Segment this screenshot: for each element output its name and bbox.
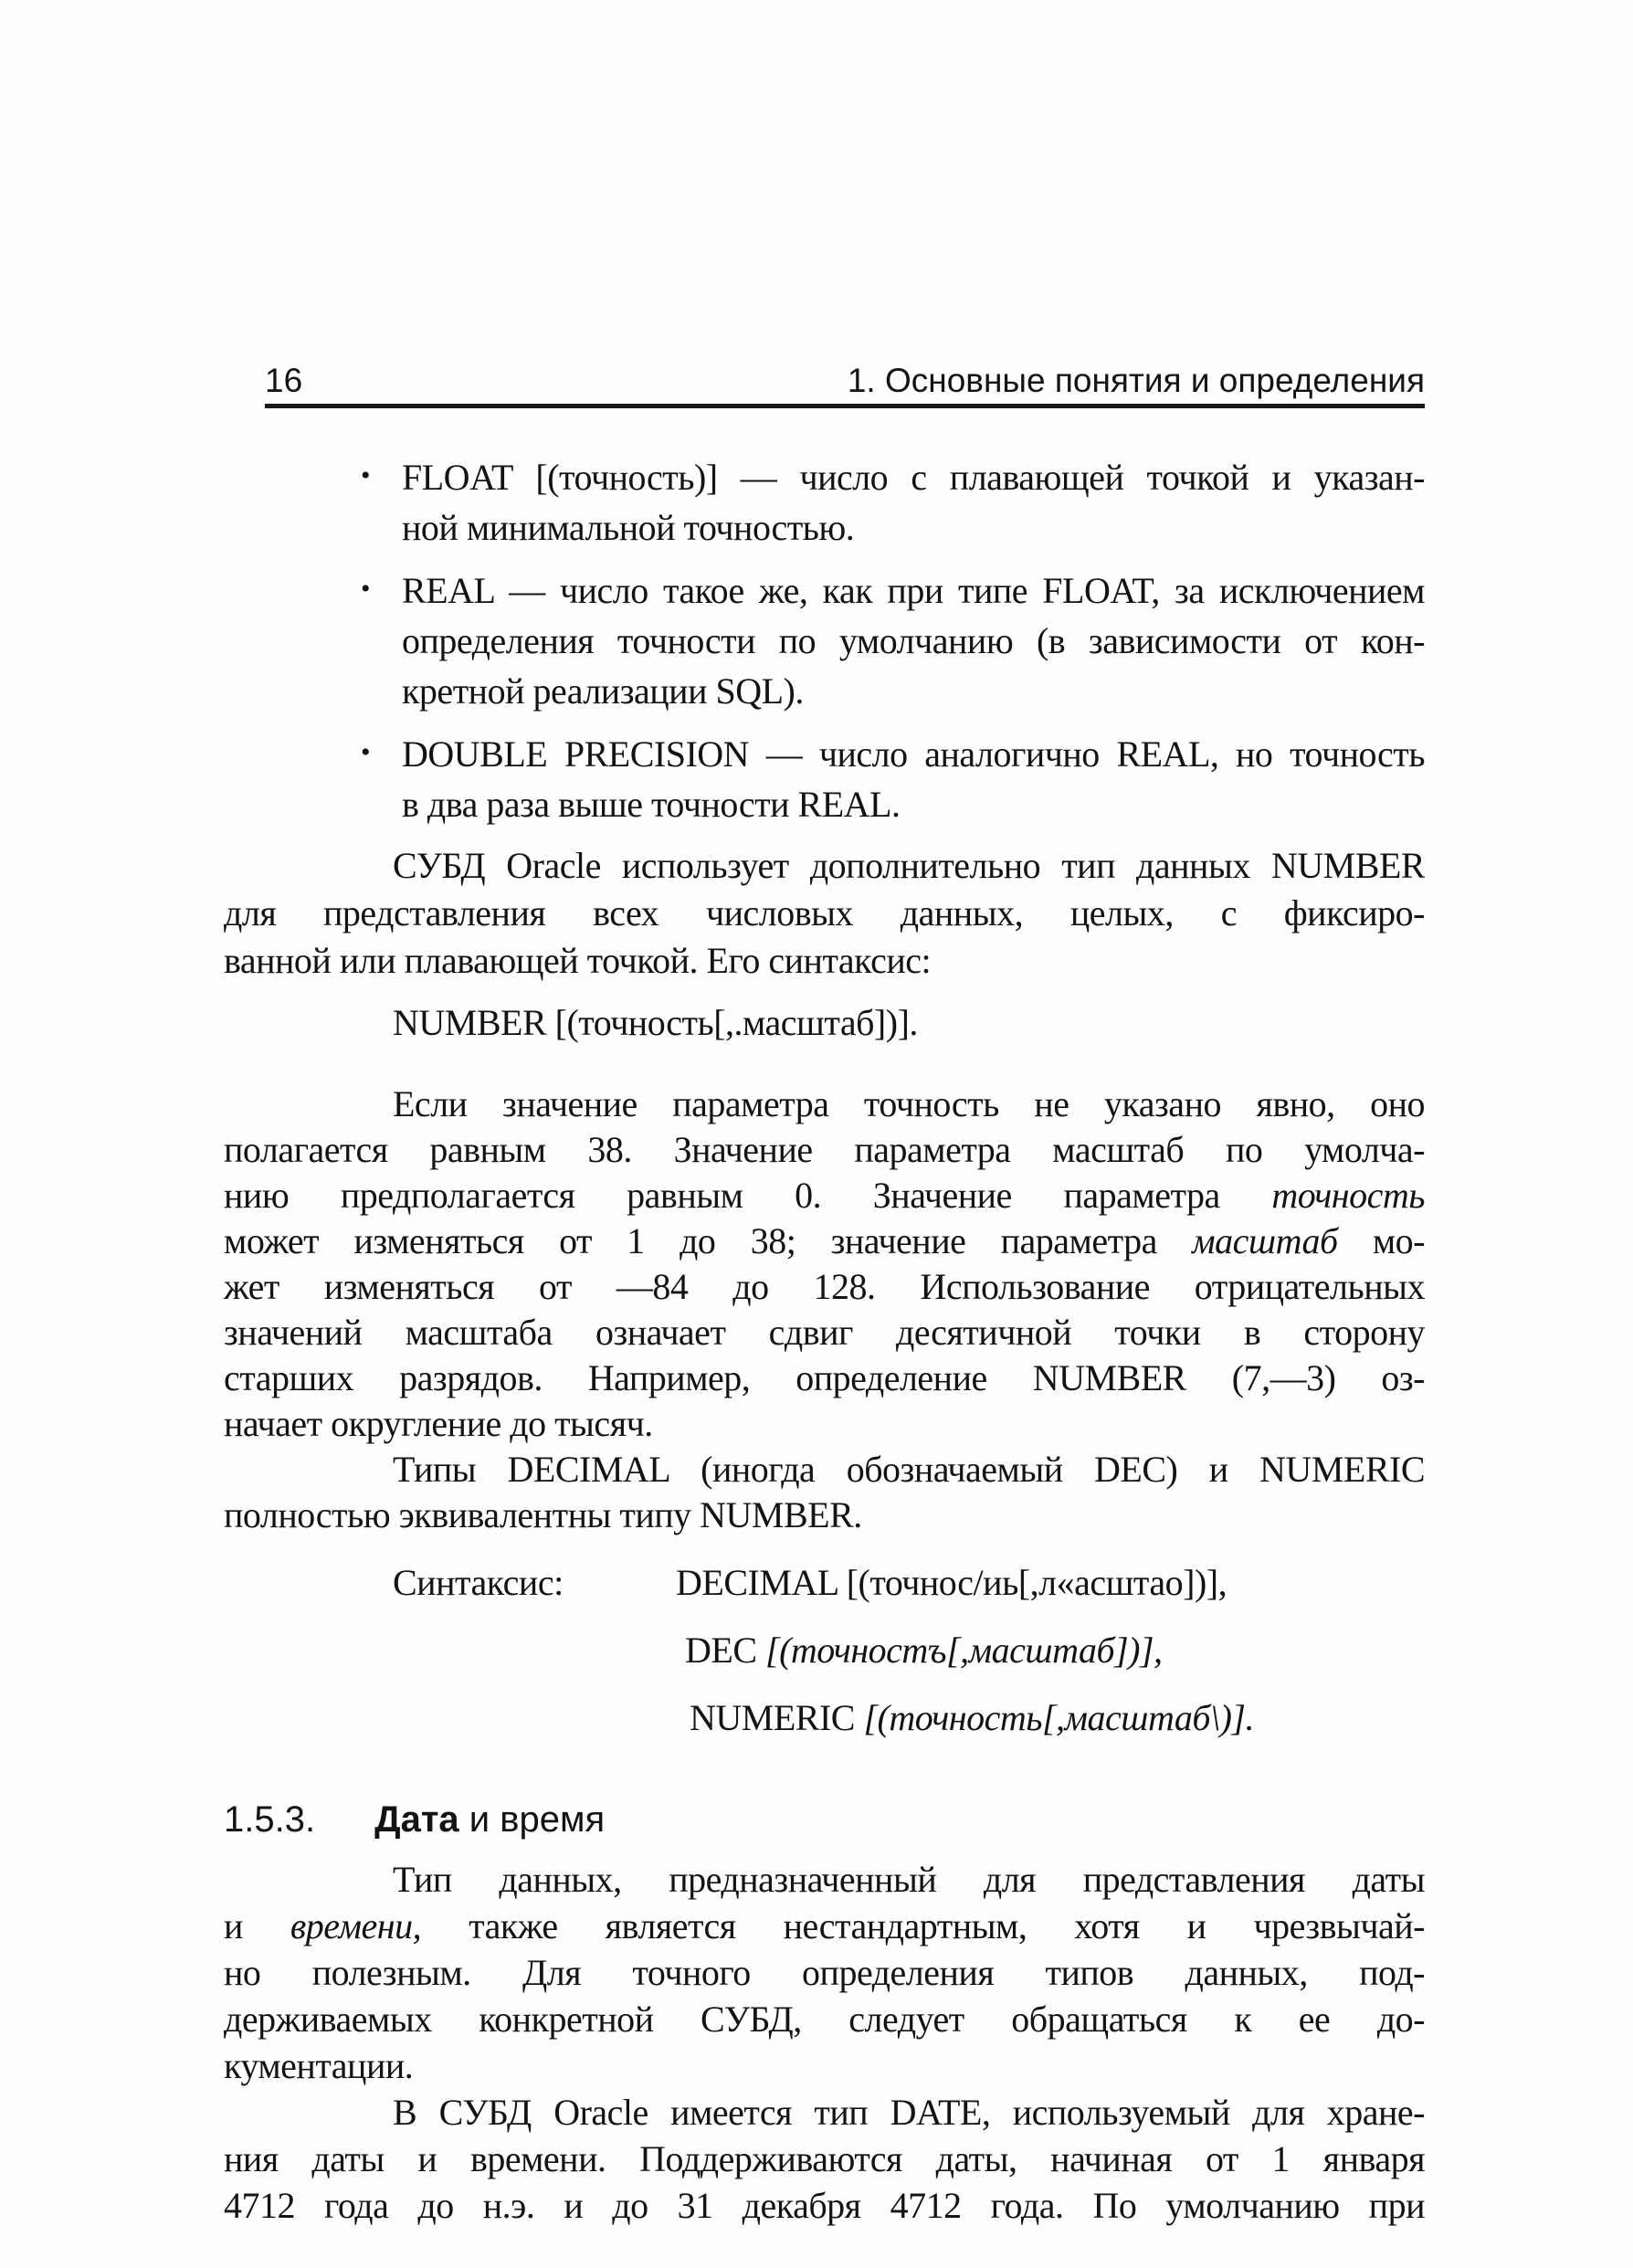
text-line: старших разрядов. Например, определение NUMBER (7,—3) оз- [224, 1357, 1425, 1398]
text-line: определения точности по умолчанию (в зависимости от кон- [402, 620, 1425, 661]
body-paragraph [224, 1447, 1425, 1538]
section-title-bold: Дата [374, 1799, 459, 1840]
text-line: Если значение параметра точность не указано явно, оно [393, 1083, 1425, 1124]
body-paragraph [224, 1081, 1425, 1447]
syntax-label: Синтаксис: [393, 1562, 564, 1603]
text-line: полагается равным 38. Значение параметра масштаб по умолча- [224, 1129, 1425, 1170]
list-item [224, 452, 1425, 553]
text-line: кументации. [224, 2045, 414, 2086]
syntax-code: DECIMAL [(точнос/иь[,л«асштао])], [676, 1562, 1227, 1603]
syntax-keyword: NUMERIC [690, 1697, 864, 1738]
chapter-title: 1. Основные понятия и определения [847, 362, 1425, 399]
text-line: в два раза выше точности REAL. [402, 784, 901, 825]
syntax-row-decimal [224, 1560, 1425, 1606]
syntax-row-numeric [224, 1695, 1425, 1741]
text-segment: и [224, 1905, 290, 1946]
page-content [0, 362, 1633, 2229]
list-item [224, 729, 1425, 829]
italic-term: масштаб [1192, 1220, 1338, 1261]
text-line: полностью эквивалентны типу NUMBER. [224, 1494, 862, 1535]
syntax-args-italic: [(точность[,масштаб\)]. [863, 1697, 1254, 1738]
text-line: ной минимальной точностью. [402, 507, 855, 548]
text-line: REAL — число такое же, как при типе FLOAT, за исключением [402, 570, 1425, 611]
syntax-line-number: NUMBER [(точность[,.масштаб])]. [393, 1002, 918, 1043]
running-header [265, 362, 1425, 408]
text-line: Типы DECIMAL (иногда обозначаемый DEC) и NUMERIC [393, 1449, 1425, 1490]
text-line: FLOAT [(точность)] — число с плавающей точкой и указан- [402, 457, 1425, 498]
bullet-icon: • [361, 737, 371, 767]
italic-term: времени, [290, 1905, 422, 1946]
section-title-rest: и время [458, 1799, 606, 1840]
body-paragraph [224, 842, 1425, 985]
text-line: DOUBLE PRECISION — число аналогично REAL, но точность [402, 733, 1425, 775]
text-line: жет изменяться от —84 до 128. Использование отрицательных [224, 1266, 1425, 1307]
text-segment: нию предполагается равным 0. Значение параметра [224, 1175, 1272, 1216]
text-line [224, 1173, 1425, 1218]
text-line: кретной реализации SQL). [402, 670, 804, 712]
text-line [224, 1903, 1425, 1949]
text-line: В СУБД Oracle имеется тип DATE, используемый для хране- [393, 2092, 1425, 2133]
list-item [224, 565, 1425, 716]
text-segment: может изменяться от 1 до 38; значение параметра [224, 1220, 1193, 1261]
text-line: начает округление до тысяч. [224, 1403, 653, 1444]
text-segment: мо- [1337, 1220, 1425, 1261]
bullet-icon: • [361, 460, 371, 491]
text-line: держиваемых конкретной СУБД, следует обращаться к ее до- [224, 1999, 1425, 2040]
text-segment: также является нестандартным, хотя и чрезвычай- [421, 1905, 1425, 1946]
body-paragraph [224, 1856, 1425, 2089]
italic-term: точность [1271, 1175, 1425, 1216]
syntax-block [224, 1560, 1425, 1741]
text-line: Тип данных, предназначенный для представления даты [393, 1859, 1425, 1900]
text-line: ванной или плавающей точкой. Его синтаксис: [224, 940, 932, 981]
section-heading [224, 1798, 1425, 1841]
bullet-list [224, 452, 1425, 829]
section-number: 1.5.3. [224, 1799, 316, 1840]
syntax-args-italic: [(точностъ[,масштаб])], [765, 1630, 1163, 1671]
text-line: но полезным. Для точного определения типов данных, под- [224, 1952, 1425, 1993]
text-line: СУБД Oracle использует дополнительно тип данных NUMBER [393, 845, 1425, 886]
text-line: 4712 года до н.э. и до 31 декабря 4712 года. По умолчанию при [224, 2185, 1425, 2226]
text-line: значений масштаба означает сдвиг десятичной точки в сторону [224, 1312, 1425, 1353]
syntax-row-dec [224, 1628, 1425, 1673]
text-line: ния даты и времени. Поддерживаются даты, начиная от 1 января [224, 2138, 1425, 2179]
body-paragraph [224, 2089, 1425, 2229]
text-line [224, 1218, 1425, 1264]
bullet-icon: • [361, 574, 371, 604]
syntax-keyword: DEC [685, 1630, 765, 1671]
page-number: 16 [265, 362, 303, 399]
text-line: для представления всех числовых данных, целых, с фиксиро- [224, 892, 1425, 934]
